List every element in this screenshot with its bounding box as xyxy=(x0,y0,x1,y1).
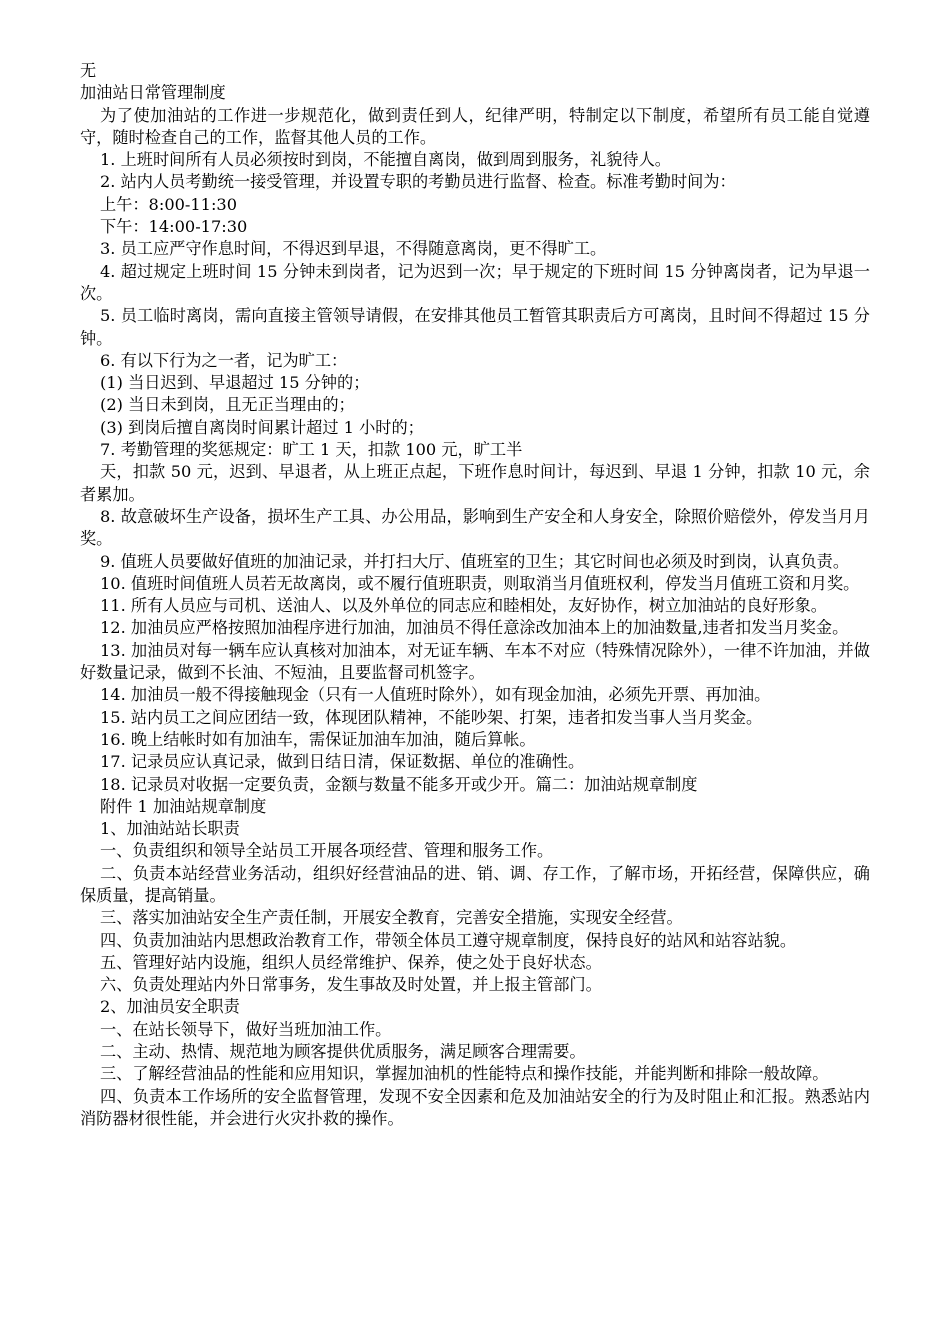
paragraph: 10. 值班时间值班人员若无故离岗，或不履行值班职责，则取消当月值班权利，停发当月值班工资和月奖。 xyxy=(100,573,860,593)
paragraph: 6. 有以下行为之一者，记为旷工： xyxy=(100,350,348,370)
paragraph: 15. 站内员工之间应团结一致，体现团队精神，不能吵架、打架，违者扣发当事人当月奖金。 xyxy=(100,707,763,727)
paragraph: 六、负责处理站内外日常事务，发生事故及时处置，并上报主管部门。 xyxy=(100,975,602,995)
paragraph: 四、负责本工作场所的安全监督管理，发现不安全因素和危及加油站安全的行为及时阻止和汇报。熟悉站内消防器材很性能，并会进行火灾扑救的操作。 xyxy=(80,1086,870,1128)
paragraph: 五、管理好站内设施，组织人员经常维护、保养，使之处于良好状态。 xyxy=(100,952,602,972)
paragraph: 加油站日常管理制度 xyxy=(80,83,226,103)
paragraph: 天，扣款 50 元，迟到、早退者，从上班正点起，下班作息时间计，每迟到、早退 1 分钟，扣款 10 元，余者累加。 xyxy=(80,462,870,504)
paragraph: 为了使加油站的工作进一步规范化，做到责任到人，纪律严明，特制定以下制度，希望所有员工能自觉遵守，随时检查自己的工作，监督其他人员的工作。 xyxy=(80,105,870,147)
paragraph: 9. 值班人员要做好值班的加油记录，并打扫大厅、值班室的卫生；其它时间也必须及时到岗，认真负责。 xyxy=(100,551,850,571)
paragraph: 17. 记录员应认真记录，做到日结日清，保证数据、单位的准确性。 xyxy=(100,752,585,772)
paragraph: 二、主动、热情、规范地为顾客提供优质服务，满足顾客合理需要。 xyxy=(100,1042,586,1062)
paragraph: 1、加油站站长职责 xyxy=(100,819,240,839)
paragraph: 下午：14:00-17:30 xyxy=(100,217,248,237)
paragraph: 13. 加油员对每一辆车应认真核对加油本，对无证车辆、车本不对应（特殊情况除外），一律不许加油，并做好数量记录，做到不长油、不短油，且要监督司机签字。 xyxy=(80,640,870,683)
paragraph: 附件 1 加油站规章制度 xyxy=(100,796,267,816)
paragraph: 12. 加油员应严格按照加油程序进行加油，加油员不得任意涂改加油本上的加油数量,违者扣发当月奖金。 xyxy=(100,618,849,638)
document-body xyxy=(80,60,870,1130)
paragraph: 1. 上班时间所有人员必须按时到岗，不能擅自离岗，做到周到服务，礼貌待人。 xyxy=(100,150,671,170)
paragraph: (2) 当日未到岗，且无正当理由的； xyxy=(100,395,355,415)
paragraph: 2. 站内人员考勤统一接受管理，并设置专职的考勤员进行监督、检查。标准考勤时间为： xyxy=(100,172,736,192)
paragraph: 11. 所有人员应与司机、送油人、以及外单位的同志应和睦相处，友好协作，树立加油站的良好形象。 xyxy=(100,596,827,616)
paragraph: 3. 员工应严守作息时间，不得迟到早退，不得随意离岗，更不得旷工。 xyxy=(100,239,607,259)
paragraph: 16. 晚上结帐时如有加油车，需保证加油车加油，随后算帐。 xyxy=(100,729,536,749)
paragraph: 2、加油员安全职责 xyxy=(100,997,240,1017)
paragraph: 二、负责本站经营业务活动，组织好经营油品的进、销、调、存工作，了解市场，开拓经营，保障供应，确保质量，提高销量。 xyxy=(80,863,870,905)
paragraph: 7. 考勤管理的奖惩规定：旷工 1 天，扣款 100 元，旷工半 xyxy=(100,440,523,460)
paragraph: 三、落实加油站安全生产责任制，开展安全教育，完善安全措施，实现安全经营。 xyxy=(100,908,683,928)
paragraph: 14. 加油员一般不得接触现金（只有一人值班时除外），如有现金加油，必须先开票、再加油。 xyxy=(100,685,771,705)
paragraph: 三、了解经营油品的性能和应用知识，掌握加油机的性能特点和操作技能，并能判断和排除一般故障。 xyxy=(100,1064,829,1084)
paragraph: 4. 超过规定上班时间 15 分钟未到岗者，记为迟到一次；早于规定的下班时间 15 分钟离岗者，记为早退一次。 xyxy=(80,261,870,303)
paragraph: (1) 当日迟到、早退超过 15 分钟的； xyxy=(100,373,370,393)
paragraph: 8. 故意破坏生产设备，损坏生产工具、办公用品，影响到生产安全和人身安全，除照价赔偿外，停发当月月奖。 xyxy=(80,506,870,549)
paragraph: 18. 记录员对收据一定要负责，金额与数量不能多开或少开。篇二：加油站规章制度 xyxy=(100,774,698,794)
paragraph: (3) 到岗后擅自离岗时间累计超过 1 小时的； xyxy=(100,417,424,437)
paragraph: 一、负责组织和领导全站员工开展各项经营、管理和服务工作。 xyxy=(100,841,554,861)
paragraph: 四、负责加油站内思想政治教育工作，带领全体员工遵守规章制度，保持良好的站风和站容站貌。 xyxy=(100,930,797,950)
paragraph: 5. 员工临时离岗，需向直接主管领导请假，在安排其他员工暂管其职责后方可离岗，且时间不得超过 15 分钟。 xyxy=(80,306,870,348)
paragraph: 一、在站长领导下，做好当班加油工作。 xyxy=(100,1019,392,1039)
paragraph: 上午：8:00-11:30 xyxy=(100,194,238,214)
paragraph: 无 xyxy=(80,61,97,80)
